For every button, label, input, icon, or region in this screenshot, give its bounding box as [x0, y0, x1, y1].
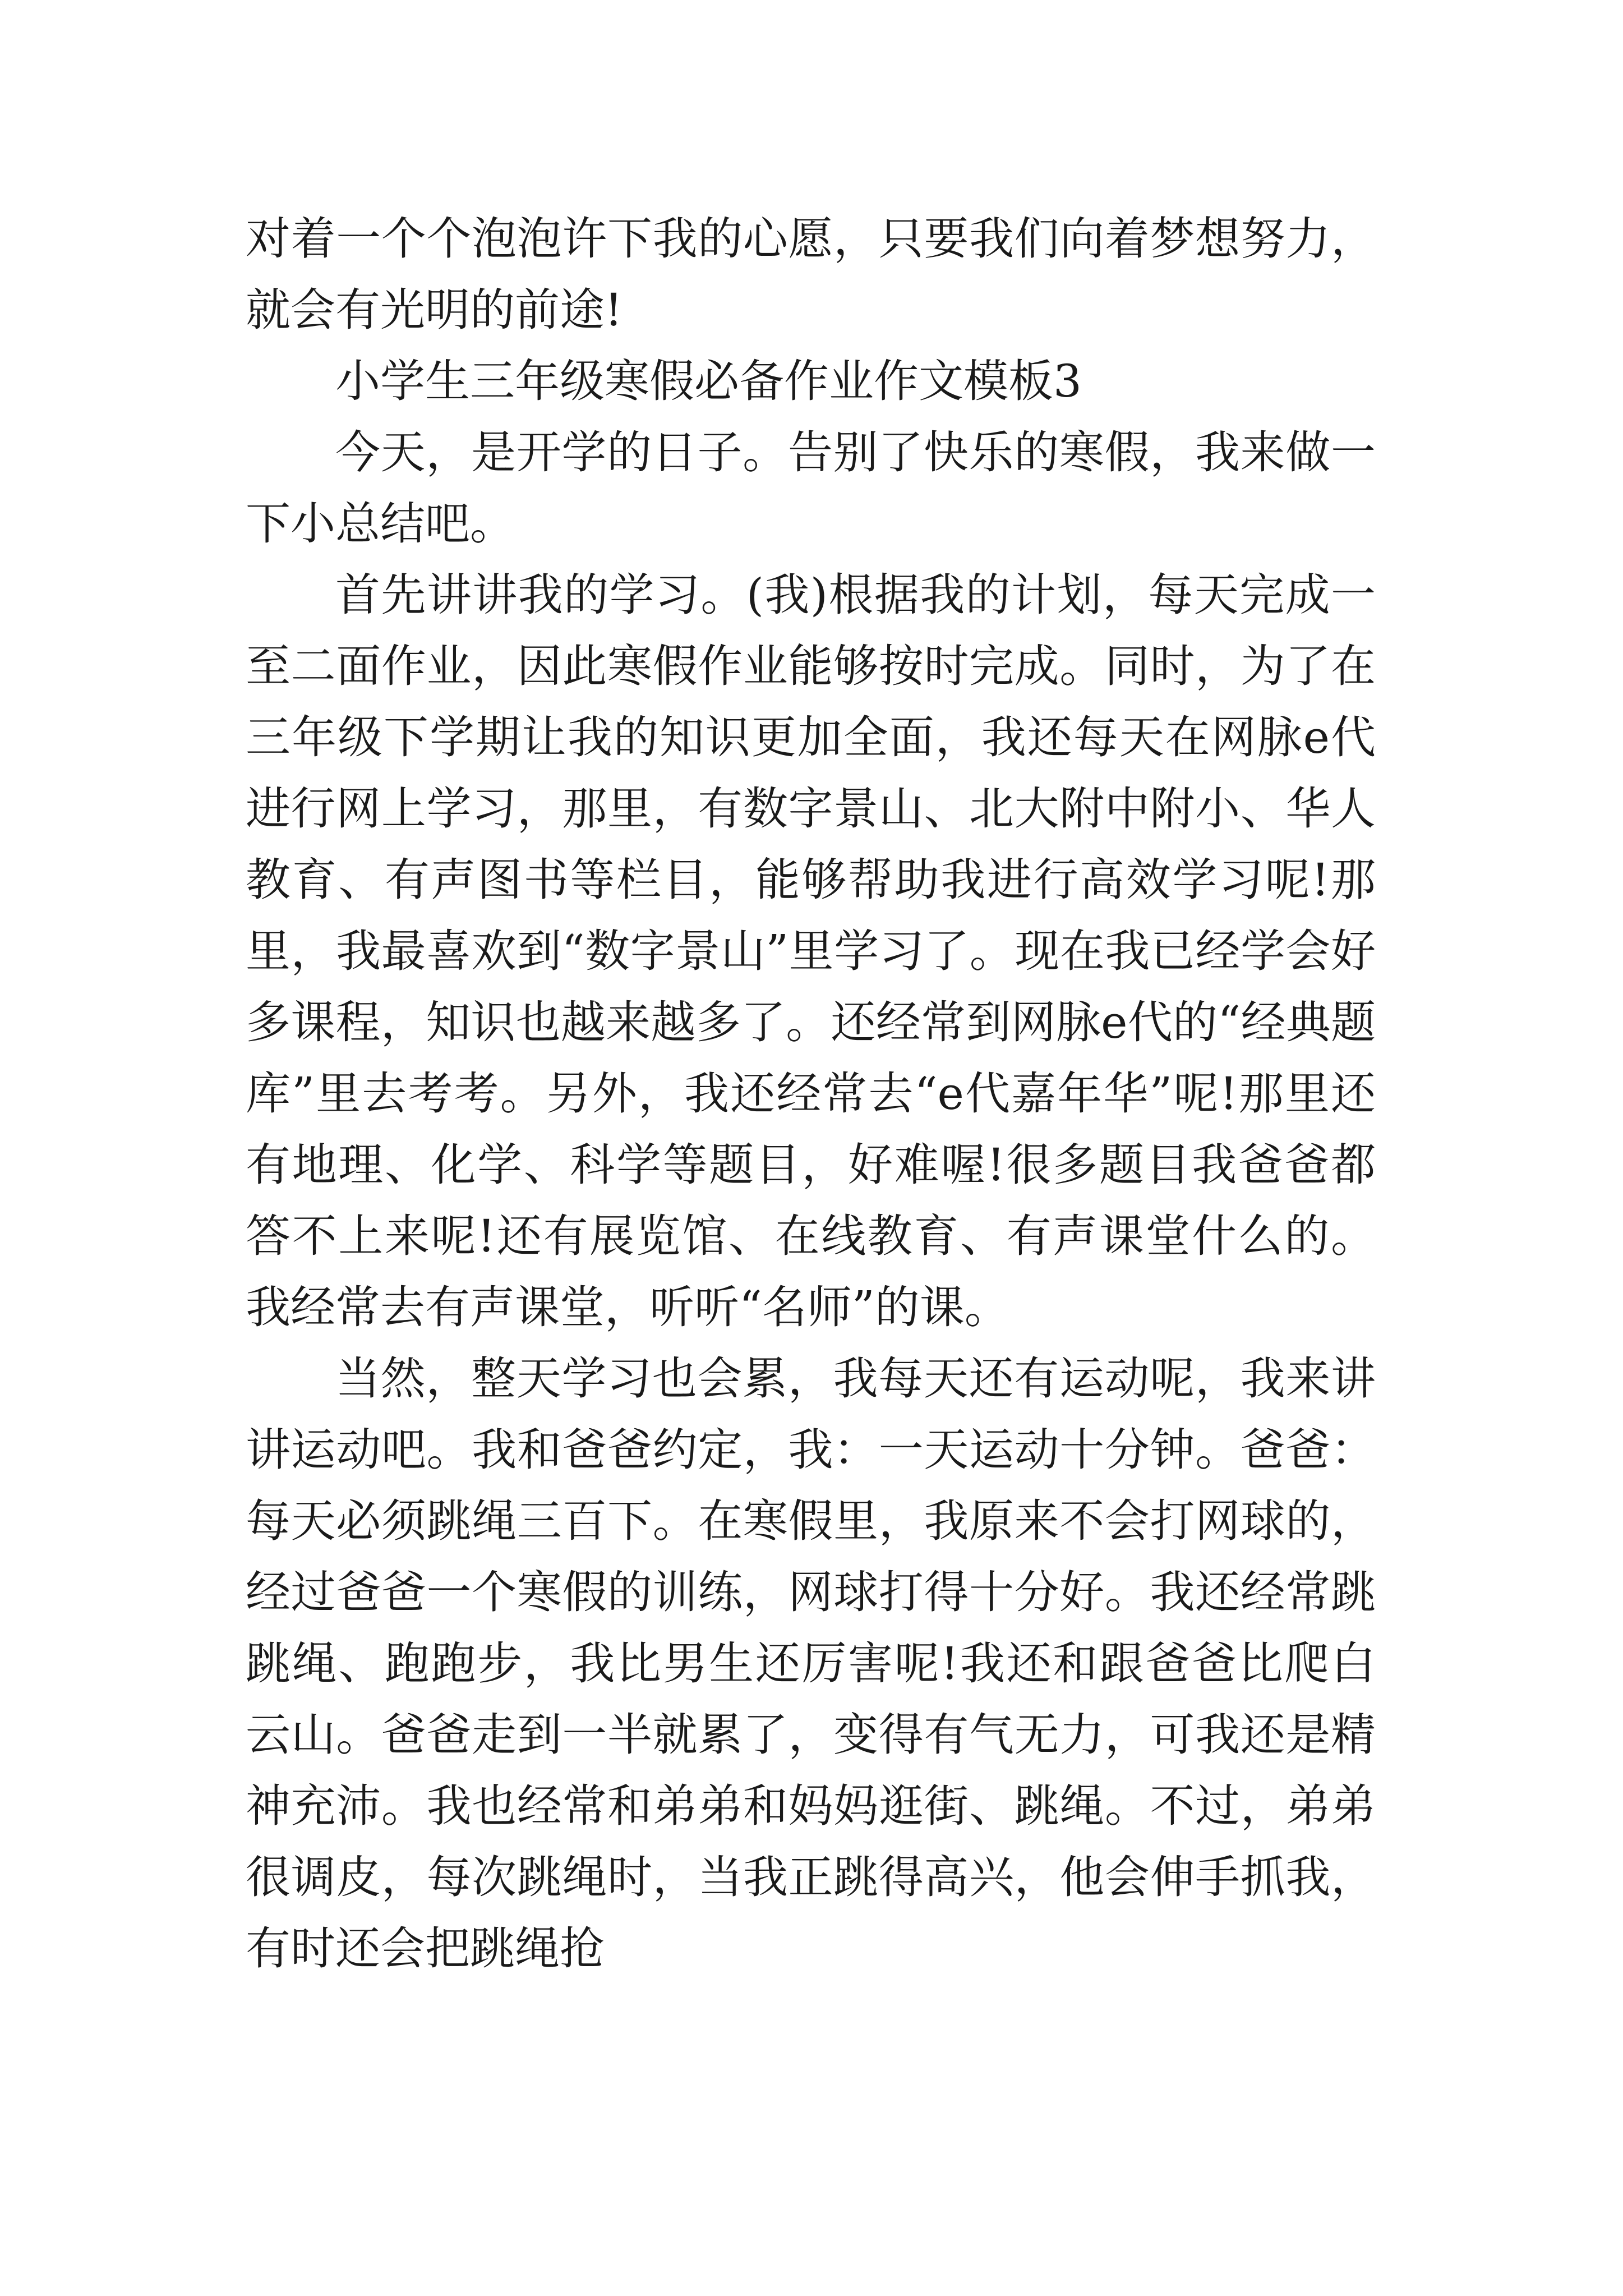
essay-title: 小学生三年级寒假必备作业作文模板3: [335, 355, 1082, 407]
paragraph-continued: 对着一个个泡泡许下我的心愿，只要我们向着梦想努力，就会有光明的前途!: [246, 213, 1376, 336]
paragraph-intro: 今天，是开学的日子。告别了快乐的寒假，我来做一下小总结吧。: [246, 426, 1376, 550]
document-body: [246, 203, 1376, 1984]
paragraph-study: 首先讲讲我的学习。(我)根据我的计划，每天完成一至二面作业，因此寒假作业能够按时完成。同时，为了在三年级下学期让我的知识更加全面，我还每天在网脉e代进行网上学习，那里，有数字景山、北大附中附小、华人教育、有声图书等栏目，能够帮助我进行高效学习呢!那里，我最喜欢到“数字景山”里学习了。现在我已经学会好多课程，知识也越来越多了。还经常到网脉e代的“经典题库”里去考考。另外，我还经常去“e代嘉年华”呢!那里还有地理、化学、科学等题目，好难喔!很多题目我爸爸都答不上来呢!还有展览馆、在线教育、有声课堂什么的。我经常去有声课堂，听听“名师”的课。: [246, 569, 1376, 1333]
paragraph-exercise: 当然，整天学习也会累，我每天还有运动呢，我来讲讲运动吧。我和爸爸约定，我：一天运动十分钟。爸爸：每天必须跳绳三百下。在寒假里，我原来不会打网球的，经过爸爸一个寒假的训练，网球打得十分好。我还经常跳跳绳、跑跑步，我比男生还厉害呢!我还和跟爸爸比爬白云山。爸爸走到一半就累了，变得有气无力，可我还是精神充沛。我也经常和弟弟和妈妈逛街、跳绳。不过，弟弟很调皮，每次跳绳时，当我正跳得高兴，他会伸手抓我，有时还会把跳绳抢: [246, 1352, 1376, 1975]
